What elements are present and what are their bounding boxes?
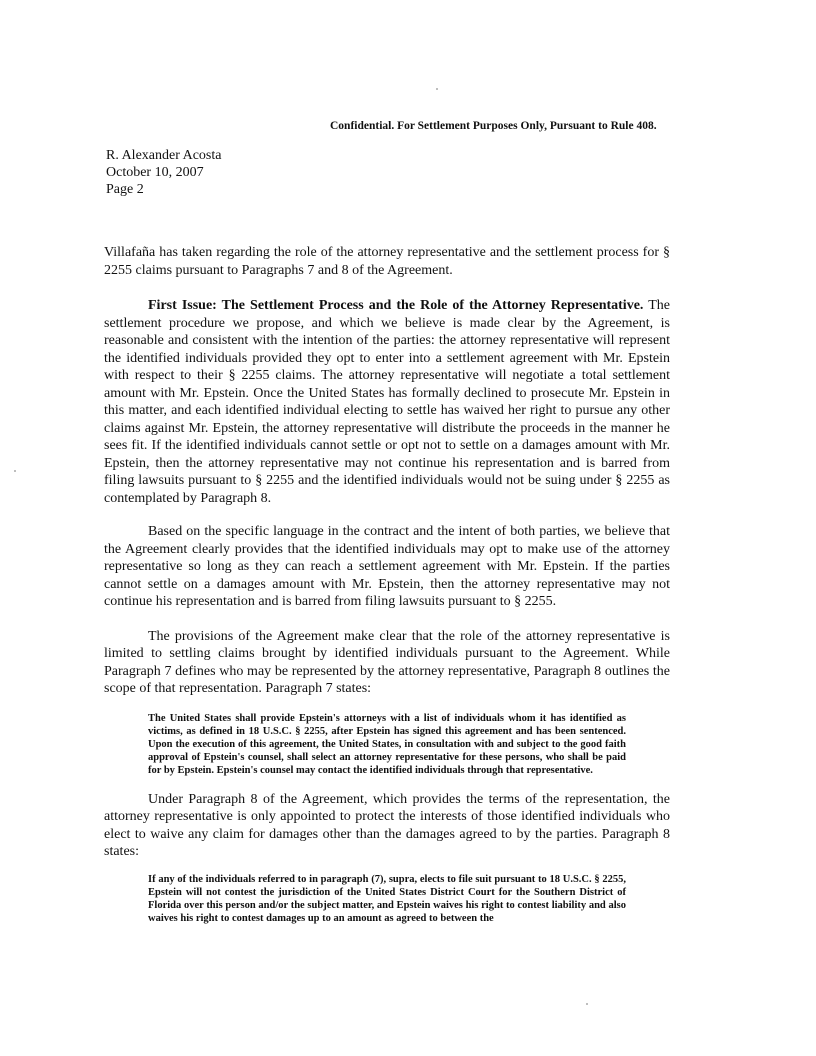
scan-speck xyxy=(14,470,16,472)
letter-date: October 10, 2007 xyxy=(106,165,204,180)
scan-speck xyxy=(586,1003,588,1005)
paragraph-first-issue xyxy=(104,297,670,507)
confidentiality-notice: Confidential. For Settlement Purposes Only, Pursuant to Rule 408. xyxy=(330,120,657,132)
recipient-block xyxy=(106,147,221,198)
paragraph-specific-language: Based on the specific language in the contract and the intent of both parties, we believe that the Agreement clearly provides that the identified individuals may opt to make use of the attorney representative so long as they can reach a settlement agreement with Mr. Epstein. If the parties cannot settle on a damages amount with Mr. Epstein, then the attorney representative may not continue his representation and is barred from filing lawsuits pursuant to § 2255. xyxy=(104,524,670,609)
paragraph-under-paragraph-8: Under Paragraph 8 of the Agreement, which provides the terms of the representation, the attorney representative is only appointed to protect the interests of those identified individuals who elect to waive any claim for damages other than the damages agreed to by the parties. Paragraph 8 states: xyxy=(104,791,670,860)
paragraph-provisions: The provisions of the Agreement make clear that the role of the attorney representative is limited to settling claims brought by identified individuals pursuant to the Agreement. While Paragraph 7 defines who may be represented by the attorney representative, Paragraph 8 outlines the scope of that representation. Paragraph 7 states: xyxy=(104,628,670,696)
paragraph-first-issue-text: The settlement procedure we propose, and which we believe is made clear by the Agreement, is reasonable and consistent with the intention of the parties: the attorney representative will represent the identified individuals provided they opt to enter into a settlement agreement with Mr. Epstein with respect to their § 2255 claims. The attorney representative will negotiate a total settlement amount with Mr. Epstein. Once the United States has formally declined to prosecute Mr. Epstein in this matter, and each identified individual electing to settle has waived her right to pursue any other claims against Mr. Epstein, the attorney representative will distribute the proceeds in the manner he sees fit. If the identified individuals cannot settle or opt not to settle on a damages amount with Mr. Epstein, then the attorney representative may not continue his representation and is barred from filing lawsuits pursuant to § 2255 and the identified individuals would not be suing under § 2255 as contemplated by Paragraph 8. xyxy=(104,298,670,506)
paragraph-continuation: Villafaña has taken regarding the role of the attorney representative and the settlement process for § 2255 claims pursuant to Paragraphs 7 and 8 of the Agreement. xyxy=(104,245,670,278)
block-quote-paragraph-7: The United States shall provide Epstein's attorneys with a list of individuals whom it has identified as victims, as defined in 18 U.S.C. § 2255, after Epstein has signed this agreement and has been sentenced. Upon the execution of this agreement, the United States, in consultation with and subject to the good faith approval of Epstein's counsel, shall select an attorney representative for these persons, who shall be paid for by Epstein. Epstein's counsel may contact the identified individuals through that representative. xyxy=(148,712,626,777)
issue-heading: First Issue: The Settlement Process and the Role of the Attorney Representative. xyxy=(148,298,644,313)
scan-speck xyxy=(436,88,438,90)
page-number: Page 2 xyxy=(106,182,144,197)
recipient-name: R. Alexander Acosta xyxy=(106,148,222,163)
letter-body xyxy=(104,244,670,937)
block-quote-paragraph-8: If any of the individuals referred to in paragraph (7), supra, elects to file suit pursuant to 18 U.S.C. § 2255, Epstein will not contest the jurisdiction of the United States District Court for the Southern District of Florida over this person and/or the subject matter, and Epstein waives his right to contest liability and also waives his right to contest damages up to an amount as agreed to between the xyxy=(148,873,626,925)
